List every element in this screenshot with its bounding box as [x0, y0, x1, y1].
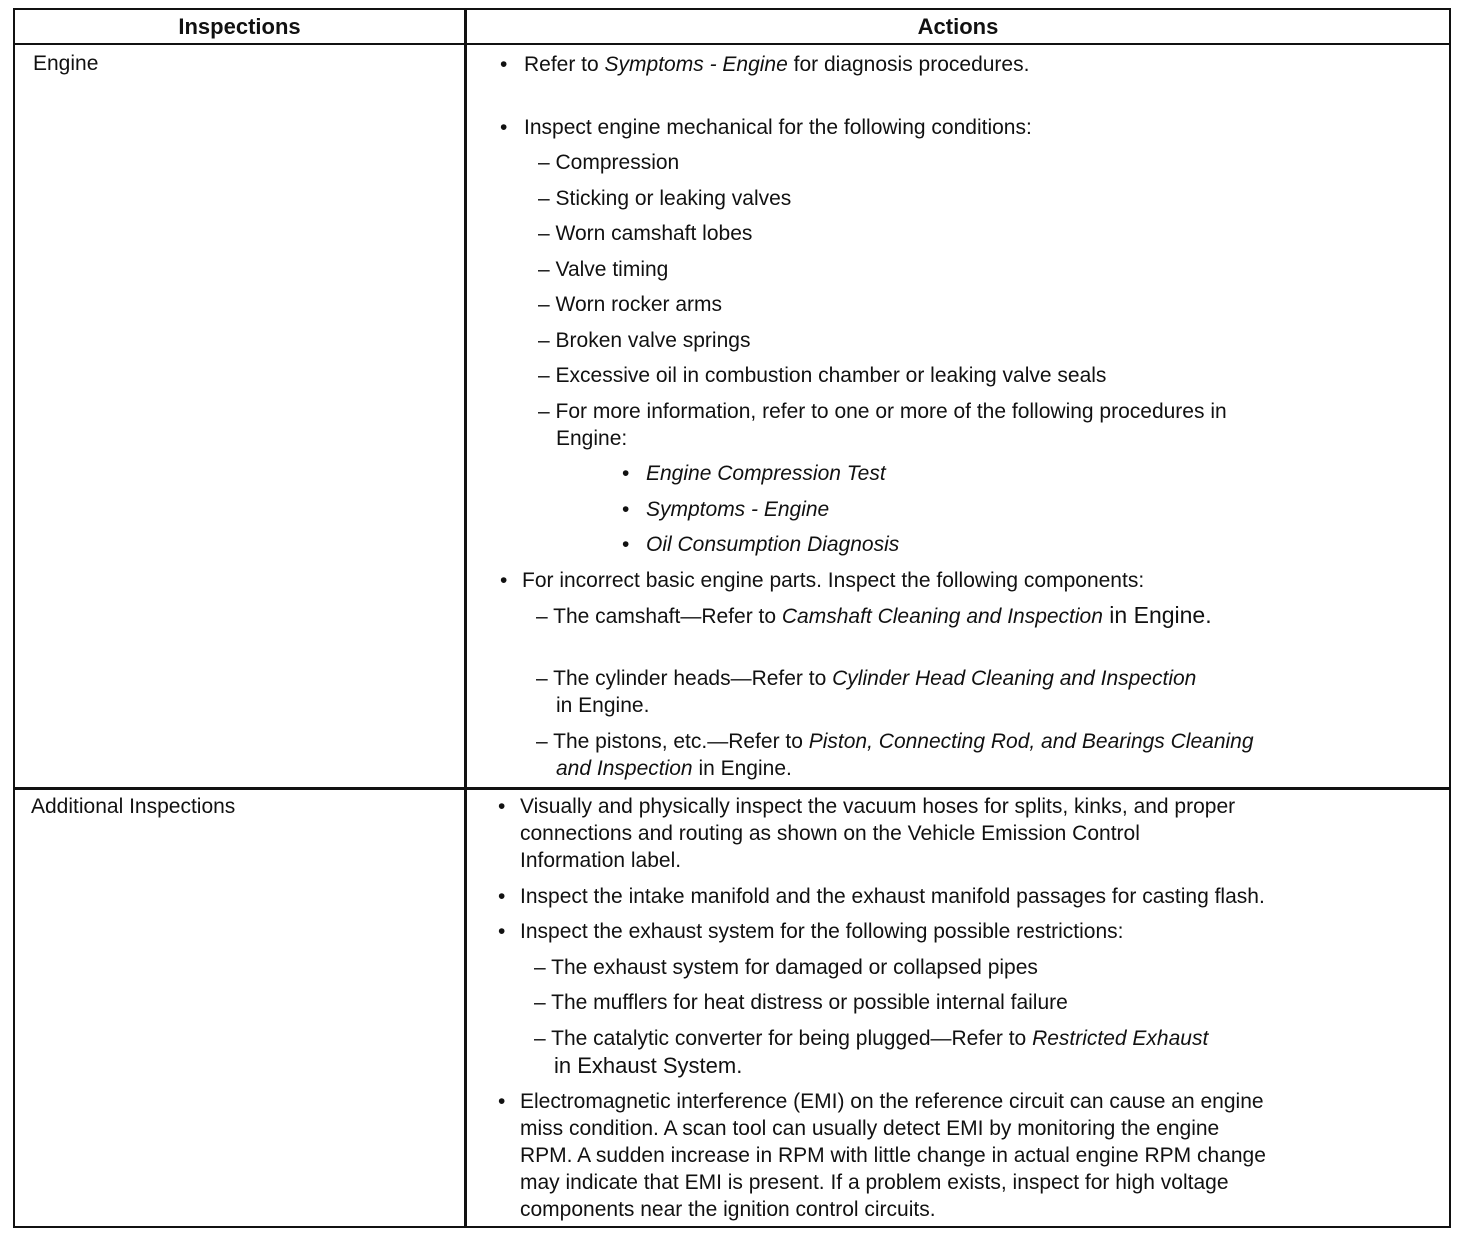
header-inspections: Inspections	[178, 14, 301, 39]
engine-line-3: For incorrect basic engine parts. Inspect the following components:	[522, 569, 1145, 592]
restriction-item: – The mufflers for heat distress or possible internal failure	[534, 991, 1068, 1014]
engine-line-2: Inspect engine mechanical for the following conditions:	[524, 116, 1032, 139]
bullet: •	[500, 569, 508, 592]
header-actions: Actions	[917, 14, 999, 39]
header-divider	[15, 43, 1449, 45]
bullet: •	[500, 116, 508, 139]
condition-item: – Broken valve springs	[538, 329, 751, 352]
component-item-cont: and Inspection in Engine.	[556, 757, 792, 780]
additional-line: Information label.	[520, 849, 682, 872]
row-label-engine: Engine	[33, 52, 99, 75]
additional-line: may indicate that EMI is present. If a problem exists, inspect for high voltage	[520, 1171, 1229, 1194]
additional-line: miss condition. A scan tool can usually detect EMI by monitoring the engine	[520, 1117, 1220, 1140]
bullet: •	[498, 1090, 506, 1113]
restriction-item: – The exhaust system for damaged or collapsed pipes	[534, 956, 1038, 979]
component-item: – The cylinder heads—Refer to Cylinder Head Cleaning and Inspection	[536, 667, 1197, 690]
condition-item: – For more information, refer to one or more of the following procedures in	[538, 400, 1227, 423]
restriction-item-cont: in Exhaust System.	[554, 1053, 743, 1078]
component-item-cont: in Engine.	[556, 694, 650, 717]
additional-line: components near the ignition control circuits.	[520, 1198, 936, 1221]
procedure-link: Engine Compression Test	[646, 462, 886, 485]
condition-item: – Compression	[538, 151, 680, 174]
column-divider	[464, 10, 467, 1226]
additional-line: connections and routing as shown on the Vehicle Emission Control	[520, 822, 1140, 845]
component-item: – The camshaft—Refer to Camshaft Cleaning and Inspection in Engine.	[536, 602, 1212, 628]
bullet: •	[622, 498, 630, 521]
procedure-link: Symptoms - Engine	[646, 498, 830, 521]
condition-item-cont: Engine:	[556, 427, 628, 450]
row-divider	[15, 787, 1449, 790]
condition-item: – Sticking or leaking valves	[538, 187, 792, 210]
condition-item: – Valve timing	[538, 258, 669, 281]
restriction-item: – The catalytic converter for being plugged—Refer to Restricted Exhaust	[534, 1027, 1209, 1050]
bullet: •	[622, 462, 630, 485]
condition-item: – Excessive oil in combustion chamber or leaking valve seals	[538, 364, 1107, 387]
condition-item: – Worn rocker arms	[538, 293, 722, 316]
bullet: •	[498, 795, 506, 818]
bullet: •	[498, 920, 506, 943]
additional-line: RPM. A sudden increase in RPM with little change in actual engine RPM change	[520, 1144, 1266, 1167]
row-label-additional: Additional Inspections	[31, 795, 236, 818]
engine-line-1: Refer to Symptoms - Engine for diagnosis procedures.	[524, 53, 1030, 76]
component-item: – The pistons, etc.—Refer to Piston, Connecting Rod, and Bearings Cleaning	[536, 730, 1254, 753]
bullet: •	[498, 885, 506, 908]
additional-line: Electromagnetic interference (EMI) on the reference circuit can cause an engine	[520, 1090, 1264, 1113]
bullet: •	[500, 53, 508, 76]
condition-item: – Worn camshaft lobes	[538, 222, 753, 245]
additional-line: Inspect the intake manifold and the exhaust manifold passages for casting flash.	[520, 885, 1265, 908]
procedure-link: Oil Consumption Diagnosis	[646, 533, 900, 556]
bullet: •	[622, 533, 630, 556]
additional-line: Inspect the exhaust system for the following possible restrictions:	[520, 920, 1124, 943]
additional-line: Visually and physically inspect the vacuum hoses for splits, kinks, and proper	[520, 795, 1236, 818]
